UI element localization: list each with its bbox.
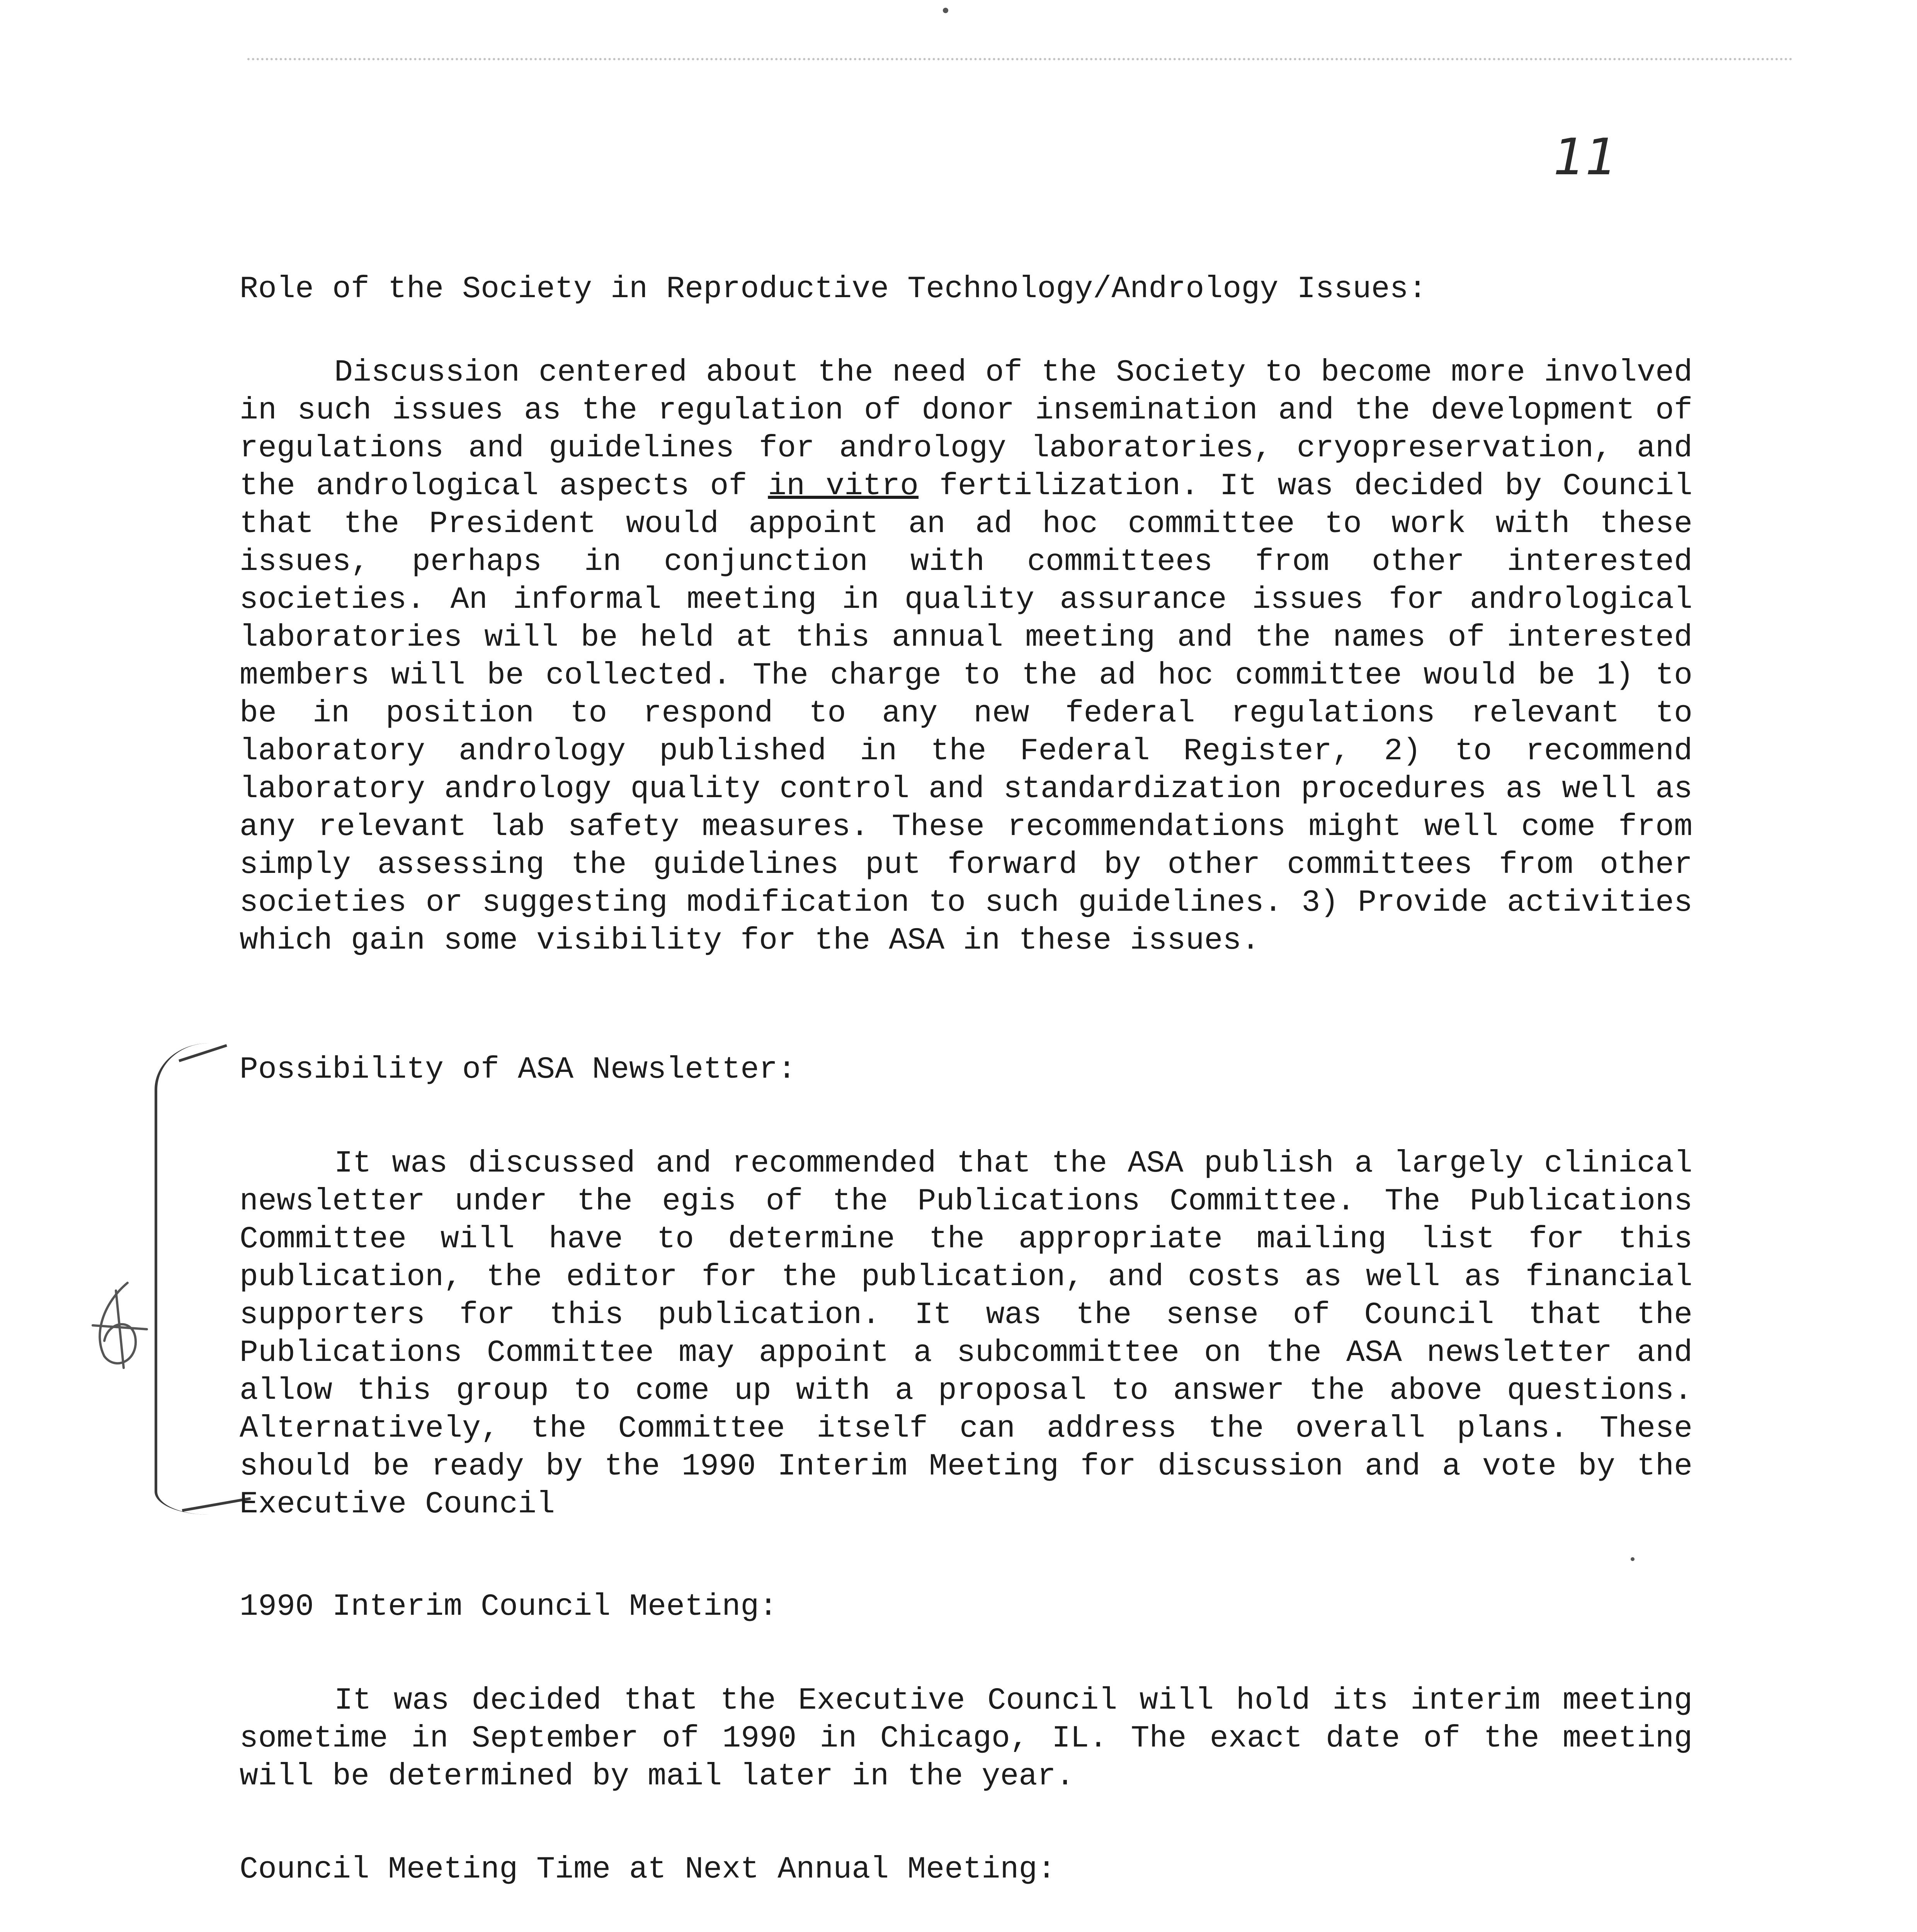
- handwritten-initial-mark: [81, 1275, 158, 1376]
- section-asa-newsletter: [240, 1051, 1692, 1524]
- section-heading: Council Meeting Time at Next Annual Meeting:: [240, 1852, 1056, 1887]
- section-heading: Possibility of ASA Newsletter:: [240, 1052, 796, 1087]
- scan-speck: [943, 8, 948, 13]
- section-paragraph: [240, 354, 1692, 960]
- section-heading: Role of the Society in Reproductive Technology/Andrology Issues:: [240, 272, 1427, 307]
- scan-noise-line: [247, 58, 1793, 68]
- margin-bracket-mark: [155, 1043, 219, 1515]
- paragraph-text: Discussion centered about the need of the Society to become more involved in such issues as the regulation of donor insemination and the development of regulations and guidelines for andrology laboratories, cryopreservation, and the andrological aspects of: [240, 355, 1692, 504]
- section-interim-council-meeting: [240, 1588, 1692, 1796]
- section-role-of-society: [240, 270, 1692, 960]
- paragraph-text: fertilization. It was decided by Council that the President would appoint an ad hoc committee to work with these issues, perhaps in conjunction with committees from other interested societies. An informal meeting in quality assurance issues for andrological laboratories will be held at this annual meeting and the names of interested members will be collected. The charge to the ad hoc committee would be 1) to be in position to respond to any new federal regulations relevant to laboratory andrology published in the Federal Register, 2) to recommend laboratory andrology quality control and standardization procedures as well as any relevant lab safety measures. These recommendations might well come from simply assessing the guidelines put forward by other committees from other societies or suggesting modification to such guidelines. 3) Provide activities which gain some visibility for the ASA in these issues.: [240, 469, 1693, 958]
- section-heading: 1990 Interim Council Meeting:: [240, 1589, 778, 1624]
- underlined-term: in vitro: [768, 469, 919, 504]
- section-paragraph: It was discussed and recommended that the ASA publish a largely clinical newsletter under the egis of the Publications Committee. The Publications Committee will have to determine the appropriate mailing list for this publication, the editor for the publication, and costs as well as financial supporters for this publication. It was the sense of Council that the Publications Committee may appoint a subcommittee on the ASA newsletter and allow this group to come up with a proposal to answer the above questions. Alternatively, the Committee itself can address the overall plans. These should be ready by the 1990 Interim Meeting for discussion and a vote by the Executive Council: [240, 1146, 1692, 1522]
- handwritten-page-mark: 11: [1553, 128, 1618, 186]
- scan-speck: [1631, 1557, 1635, 1561]
- section-paragraph: It was decided that the Executive Council will hold its interim meeting sometime in September of 1990 in Chicago, IL. The exact date of the meeting will be determined by mail later in the year.: [240, 1683, 1692, 1794]
- section-council-meeting-time: [240, 1851, 1692, 1932]
